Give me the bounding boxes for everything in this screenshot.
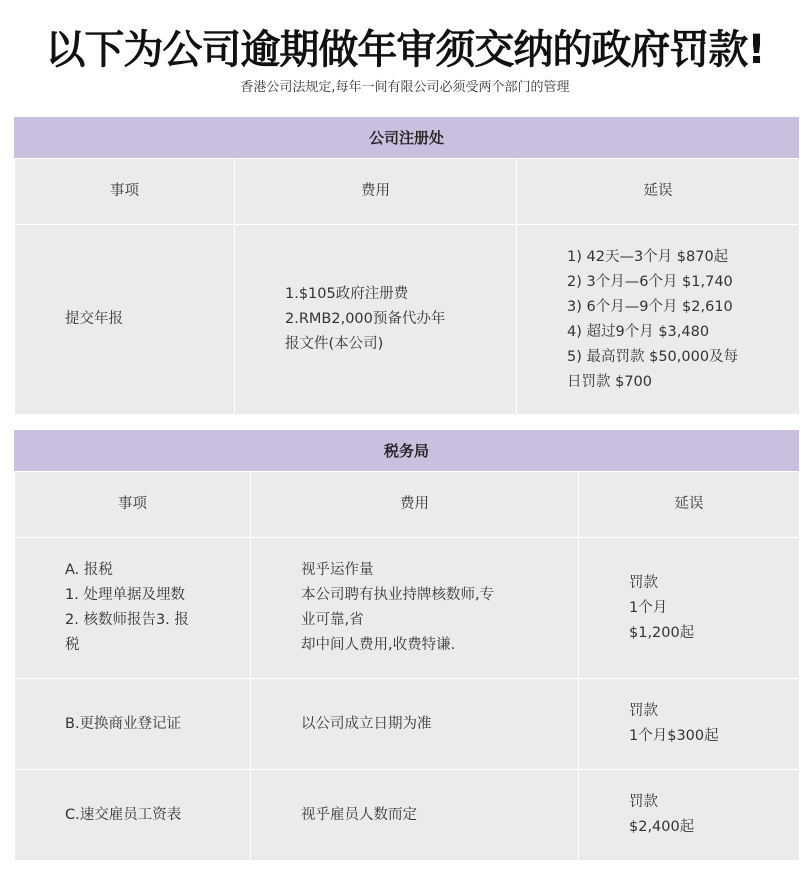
table-row <box>15 679 800 770</box>
delay-cell <box>579 679 800 770</box>
fee-cell <box>251 679 579 770</box>
column-header-item: 事项 <box>15 472 251 538</box>
item-line: B.更换商业登记证 <box>65 715 182 732</box>
column-header-item: 事项 <box>15 159 235 225</box>
fee-line: 视乎雇员人数而定 <box>301 806 417 823</box>
fee-line: 却中间人费用,收费特谦. <box>301 637 456 653</box>
column-header-fee: 费用 <box>235 159 517 225</box>
table-row <box>15 538 800 679</box>
delay-cell <box>579 538 800 679</box>
fee-line: 以公司成立日期为准 <box>301 715 432 732</box>
delay-line: 2) 3个月—6个月 $1,740 <box>567 273 733 290</box>
delay-line: 罚款 <box>629 574 658 591</box>
fee-cell <box>235 225 517 415</box>
item-cell <box>15 538 251 679</box>
fee-line: 本公司聘有执业持牌核数师,专 <box>301 587 495 603</box>
delay-line: 4) 超过9个月 $3,480 <box>567 323 710 340</box>
column-header-delay: 延误 <box>517 159 800 225</box>
table-row <box>15 770 800 861</box>
registry-section <box>14 117 799 415</box>
item-cell <box>15 225 235 415</box>
delay-line: 1个月$300起 <box>629 728 719 744</box>
delay-line: 罚款 <box>629 794 658 810</box>
column-header-fee: 费用 <box>251 472 579 538</box>
table-row <box>15 225 800 415</box>
fee-line: 报文件(本公司) <box>285 336 384 352</box>
delay-line: $1,200起 <box>629 624 695 641</box>
fee-line: 1.$105政府注册费 <box>285 286 409 302</box>
delay-line: $2,400起 <box>629 819 695 835</box>
delay-line: 罚款 <box>629 703 658 719</box>
delay-cell <box>517 225 800 415</box>
item-line: 税 <box>65 637 80 653</box>
item-line: 2. 核数师报告3. 报 <box>65 612 189 628</box>
column-header-delay: 延误 <box>579 472 800 538</box>
delay-cell <box>579 770 800 861</box>
registry-column-headers <box>15 159 800 225</box>
item-line: A. 报税 <box>65 562 113 578</box>
item-cell <box>15 679 251 770</box>
delay-line: 1) 42天—3个月 $870起 <box>567 248 729 265</box>
page-subtitle: 香港公司法规定,每年一间有限公司必须受两个部门的管理 <box>240 80 570 95</box>
delay-line: 日罚款 $700 <box>567 373 653 390</box>
item-text: 提交年报 <box>65 311 123 327</box>
page-title: 以下为公司逾期做年审须交纳的政府罚款! <box>45 27 765 73</box>
fee-line: 业可靠,省 <box>301 612 364 628</box>
registry-header: 公司注册处 <box>14 117 799 158</box>
delay-line: 3) 6个月—9个月 $2,610 <box>567 298 733 315</box>
fee-cell <box>251 538 579 679</box>
tax-section <box>14 430 799 861</box>
tax-table <box>14 471 800 861</box>
delay-line: 1个月 <box>629 599 668 616</box>
delay-line: 5) 最高罚款 $50,000及每 <box>567 348 739 365</box>
fee-cell <box>251 770 579 861</box>
tax-header: 税务局 <box>14 430 799 471</box>
item-line: C.速交雇员工资表 <box>65 806 182 823</box>
tax-column-headers <box>15 472 800 538</box>
item-line: 1. 处理单据及埋数 <box>65 587 185 603</box>
fee-line: 视乎运作量 <box>301 562 374 578</box>
fee-line: 2.RMB2,000预备代办年 <box>285 311 446 327</box>
item-cell <box>15 770 251 861</box>
registry-table <box>14 158 800 415</box>
